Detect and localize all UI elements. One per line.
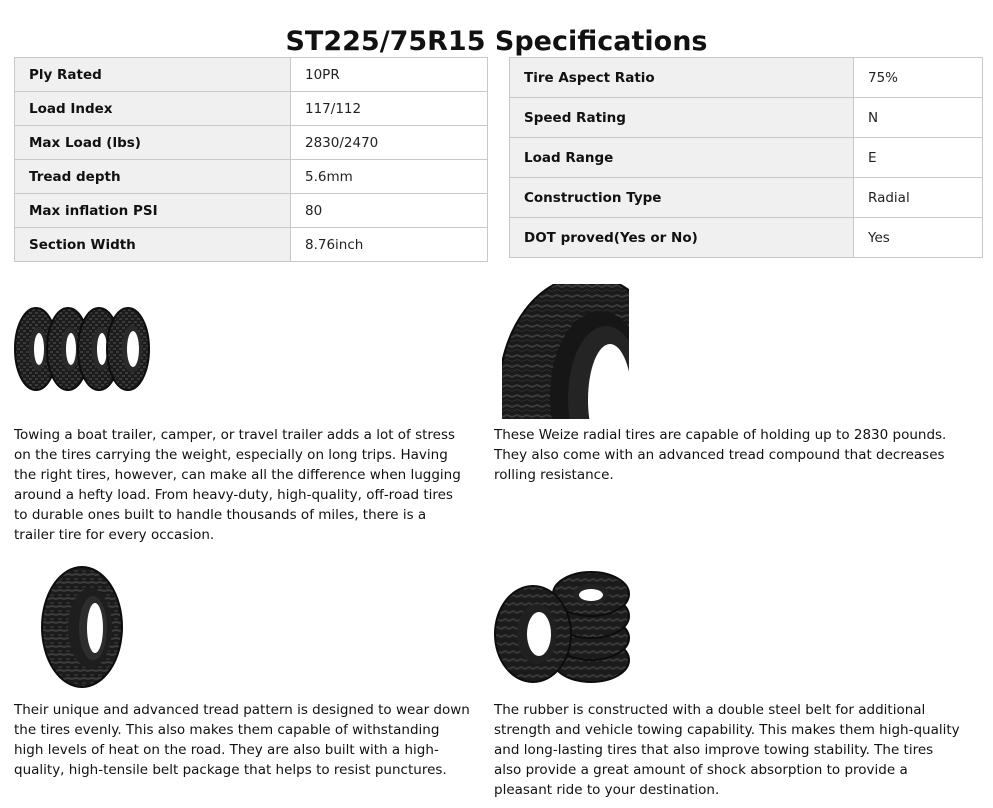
spec-row [15,126,488,160]
section-4-text: The rubber is constructed with a double steel belt for additional strength and vehicle towing capability. This makes them high-quality and long-lasting tires that also improve towing stability. The tires also provide a great amount of shock absorption to provide a pleasant ride to your destination. [494,702,960,798]
section-3-text: Their unique and advanced tread pattern is designed to wear down the tires evenly. This also makes them capable of withstanding high levels of heat on the road. They are also built with a high-quality, high-tensile belt package that helps to resist punctures. [14,702,470,778]
spec-row [15,58,488,92]
spec-row [510,218,983,258]
spec-label: Tire Aspect Ratio [510,58,854,98]
section-2-text: These Weize radial tires are capable of holding up to 2830 pounds. They also come with an advanced tread compound that decreases rolling resistance. [494,427,947,483]
spec-label: Max Load (lbs) [15,126,291,160]
spec-value: 5.6mm [291,160,488,194]
spec-label: Tread depth [15,160,291,194]
spec-row [510,178,983,218]
spec-label: Load Index [15,92,291,126]
spec-row [510,98,983,138]
spec-label: Section Width [15,228,291,262]
spec-label: Speed Rating [510,98,854,138]
spec-value: Yes [854,218,983,258]
section-1-text: Towing a boat trailer, camper, or travel trailer adds a lot of stress on the tires carrying the weight, especially on long trips. Having the right tires, however, can make all the difference when lugging around a hefty load. From heavy-duty, high-quality, off-road tires to durable ones built to handle thousands of miles, there is a trailer tire for every occasion. [14,427,461,543]
tire-4 [107,308,149,390]
spec-value: 8.76inch [291,228,488,262]
spec-value: 75% [854,58,983,98]
single-tire-image [40,565,125,690]
spec-label: Construction Type [510,178,854,218]
spec-value: 2830/2470 [291,126,488,160]
spec-table-right [509,57,983,258]
spec-row [15,92,488,126]
spec-label: Ply Rated [15,58,291,92]
spec-label: DOT proved(Yes or No) [510,218,854,258]
spec-row [15,194,488,228]
spec-row [510,58,983,98]
spec-value: N [854,98,983,138]
spec-value: 10PR [291,58,488,92]
spec-table-left [14,57,488,262]
spec-value: 80 [291,194,488,228]
spec-row [510,138,983,178]
spec-value: 117/112 [291,92,488,126]
page-title: ST225/75R15 Specifications [285,26,708,58]
spec-label: Load Range [510,138,854,178]
spec-row [15,228,488,262]
spec-label: Max inflation PSI [15,194,291,228]
tire-standing [495,586,571,682]
spec-value: E [854,138,983,178]
spec-value: Radial [854,178,983,218]
spec-row [15,160,488,194]
four-tires-image [14,303,150,393]
tread-closeup-image [502,284,629,419]
stacked-tires-image [493,570,631,685]
